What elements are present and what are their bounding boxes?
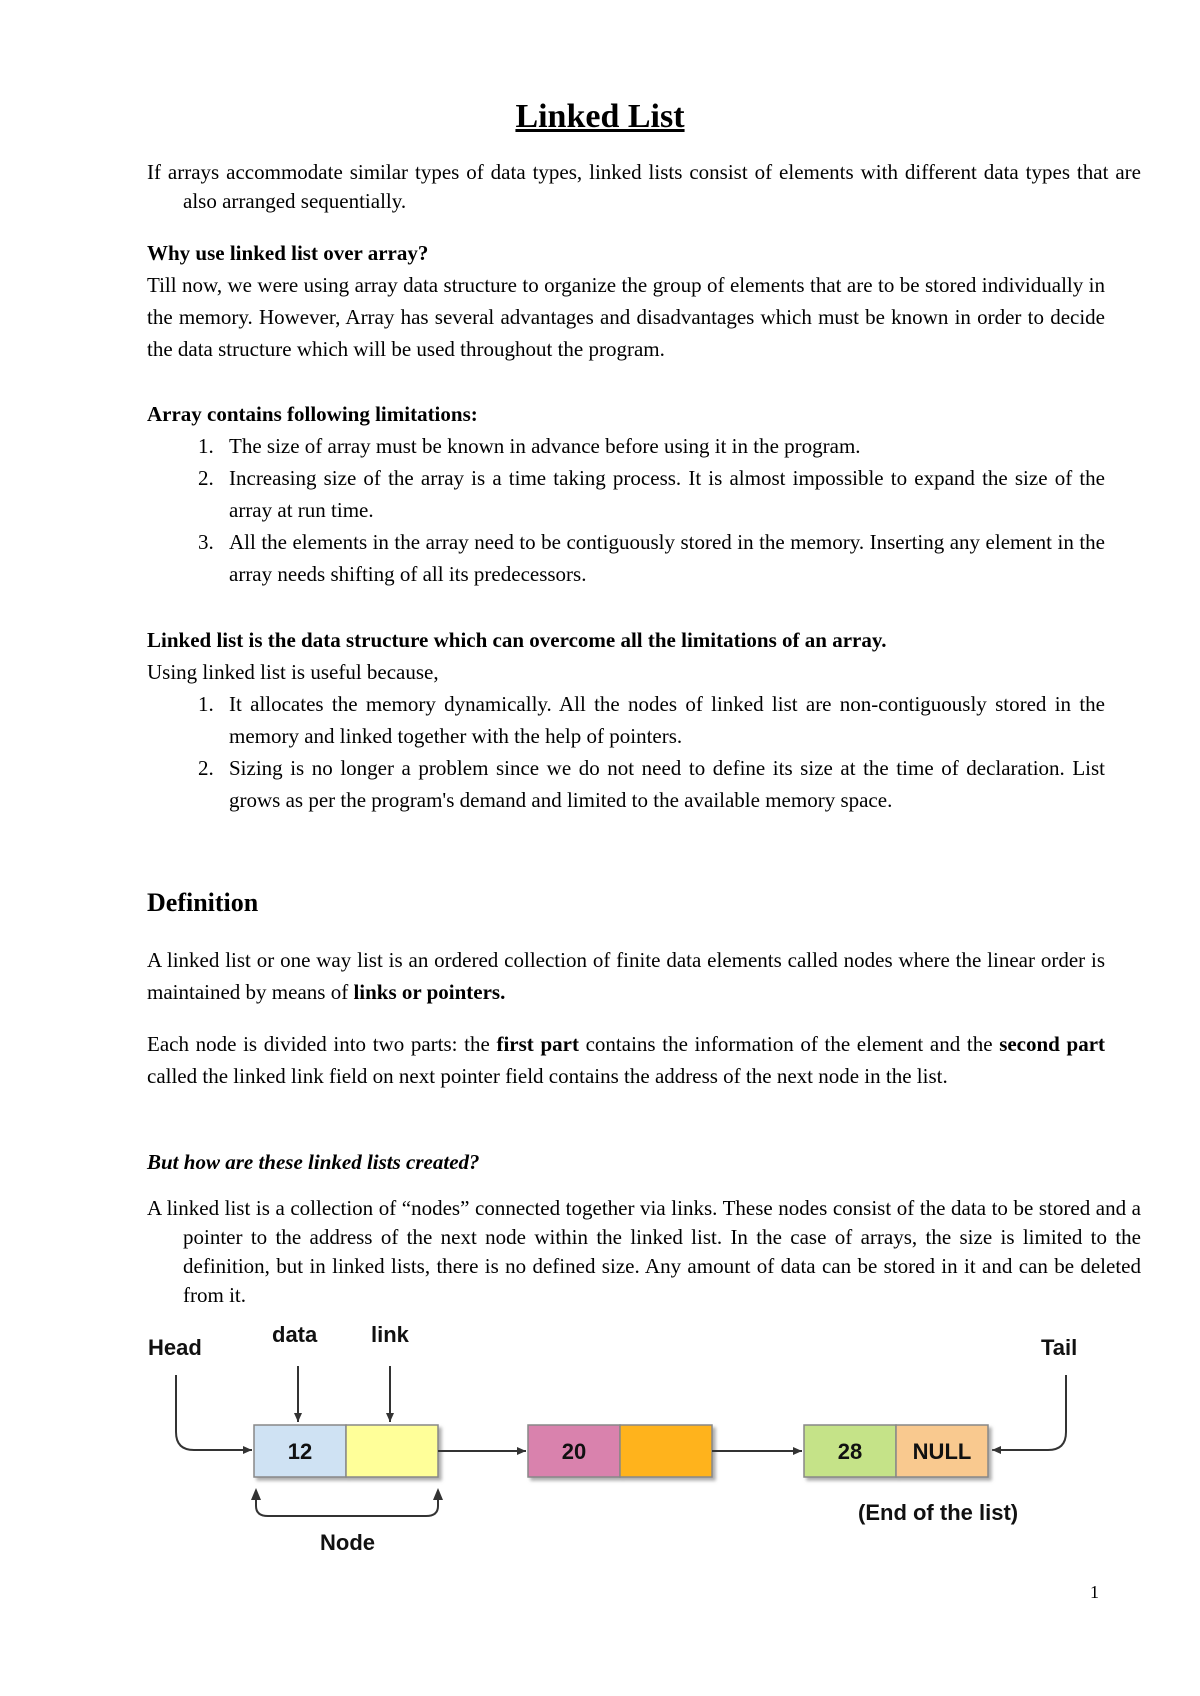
list-item: 1. It allocates the memory dynamically. All the nodes of linked list are non-contiguously stored in the memory and linked together with the help of pointers. [219, 688, 1105, 752]
definition-paragraph-1 [147, 944, 1105, 1008]
null-value: NULL [912, 1439, 972, 1464]
node-label: Node [320, 1530, 375, 1555]
text-span: called the linked link field on next pointer field contains the address of the next node in the list. [147, 1064, 948, 1088]
created-paragraph: A linked list is a collection of “nodes” connected together via links. These nodes consist of the data to be stored and a pointer to the address of the next node within the linked list. In the case of arrays, the size is limited to the definition, but in linked lists, there is no defined size. Any amount of data can be stored in it and can be deleted from it. [147, 1196, 1141, 1307]
overcome-list [147, 688, 1105, 816]
definition-paragraph-2 [147, 1028, 1105, 1092]
overcome-heading: Linked list is the data structure which can overcome all the limitations of an array. [147, 628, 887, 652]
why-heading: Why use linked list over array? [147, 241, 429, 265]
text-span: Each node is divided into two parts: the [147, 1032, 497, 1056]
node-2 [528, 1425, 712, 1477]
text-span: contains the information of the element and the [578, 1032, 1000, 1056]
node-1 [254, 1425, 438, 1477]
created-question: But how are these linked lists created? [147, 1150, 480, 1174]
page-number: 1 [1090, 1582, 1099, 1602]
node-2-value: 20 [561, 1439, 587, 1464]
node-3-value: 28 [837, 1439, 863, 1464]
head-pointer-arrow [176, 1375, 252, 1450]
node-1-value: 12 [287, 1439, 313, 1464]
node-brace [256, 1495, 438, 1516]
intro-paragraph: If arrays accommodate similar types of data types, linked lists consist of elements with different data types that are also arranged sequentially. [147, 160, 1141, 213]
limitations-heading: Array contains following limitations: [147, 402, 478, 426]
limitations-list [147, 430, 1105, 590]
why-text: Till now, we were using array data structure to organize the group of elements that are to be stored individually in the memory. However, Array has several advantages and disadvantages which must be known in order to decide the data structure which will be used throughout the program. [147, 273, 1105, 361]
linked-list-diagram [0, 1320, 1200, 1580]
list-item: 2. Increasing size of the array is a time taking process. It is almost impossible to expand the size of the array at run time. [219, 462, 1105, 526]
definition-bold: links or pointers. [353, 980, 506, 1004]
definition-heading: Definition [147, 888, 259, 917]
list-item: 1. The size of array must be known in advance before using it in the program. [219, 430, 1105, 462]
why-section [147, 237, 1105, 365]
limitations-section [147, 398, 1105, 590]
definition-text: A linked list or one way list is an ordered collection of finite data elements called nodes where the linear order is maintained by means of [147, 948, 1105, 1004]
tail-label: Tail [1041, 1335, 1078, 1360]
overcome-section [147, 624, 1105, 816]
node-2-link-cell [620, 1425, 712, 1477]
node-1-link-cell [346, 1425, 438, 1477]
end-of-list-label: (End of the list) [858, 1500, 1019, 1525]
bold-span: second part [999, 1032, 1106, 1056]
data-label: data [272, 1322, 318, 1347]
overcome-lead: Using linked list is useful because, [147, 660, 439, 684]
page-title: Linked List [515, 98, 685, 135]
list-item: 2. Sizing is no longer a problem since we do not need to define its size at the time of declaration. List grows as per the program's demand and limited to the available memory space. [219, 752, 1105, 816]
bold-span: first part [496, 1032, 579, 1056]
list-item: 3. All the elements in the array need to be contiguously stored in the memory. Inserting any element in the array needs shifting of all its predecessors. [219, 526, 1105, 590]
brace-arrow-left [251, 1488, 261, 1500]
tail-pointer-arrow [992, 1375, 1066, 1450]
brace-arrow-right [433, 1488, 443, 1500]
link-label: link [371, 1322, 409, 1347]
head-label: Head [148, 1335, 202, 1360]
